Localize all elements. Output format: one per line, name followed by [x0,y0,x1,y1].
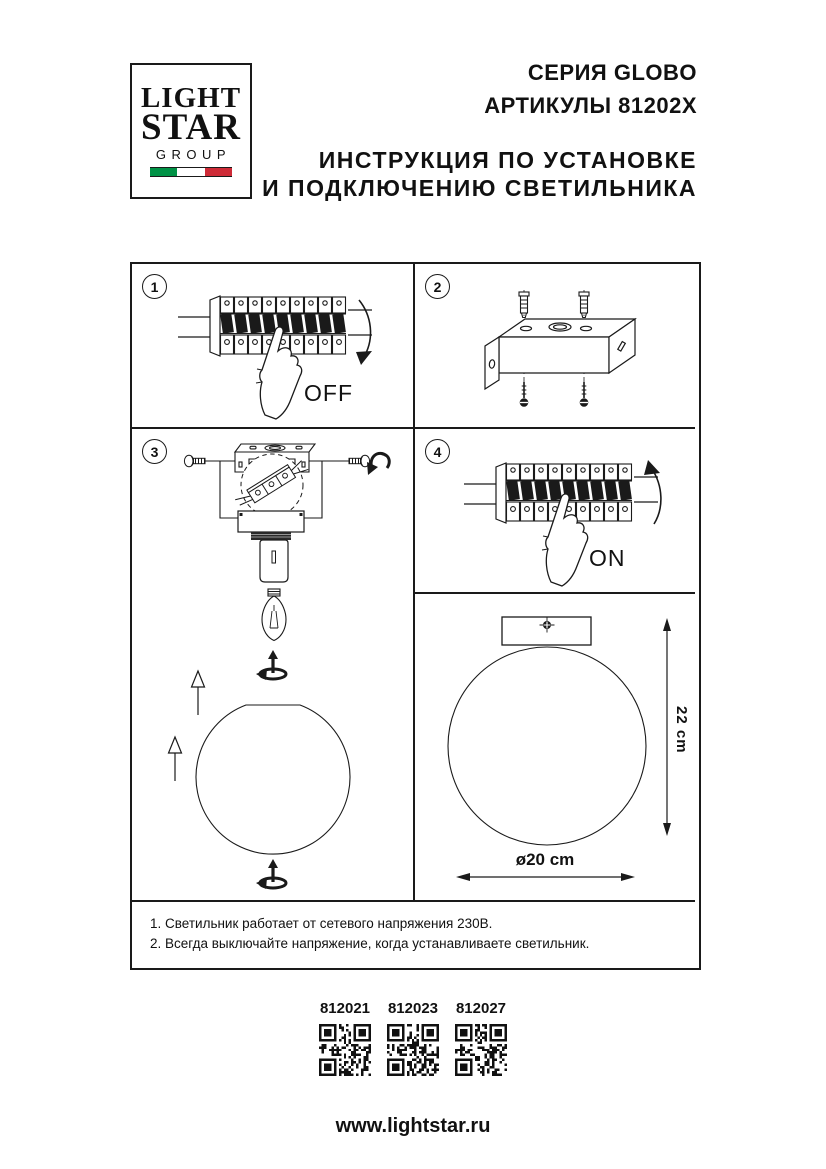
step-3-panel [132,429,415,900]
step-4-badge: 4 [425,439,450,464]
flag-red [205,168,232,176]
dimensions-panel [415,594,695,900]
up-arrow-icon [644,460,661,524]
series-title: СЕРИЯ GLOBO [527,60,697,85]
note-2: 2. Всегда выключайте напряжение, когда устанавливаете светильник. [150,936,590,951]
website-url: www.lightstar.ru [335,1115,491,1137]
notes-box [132,900,695,964]
qr-item [317,1000,373,1076]
bulb-icon [262,589,286,641]
article-number: 812021 [319,1000,371,1017]
on-label: ON [589,545,626,571]
rotate-arrow-icon [367,453,389,475]
breaker-on-illustration [415,429,695,592]
qr-item [453,1000,509,1076]
logo-word-light: LIGHT [140,82,242,114]
breaker-off-illustration [132,264,413,427]
globe-outline [448,647,646,845]
bracket [485,319,635,389]
logo-word-star: STAR [141,107,241,148]
qr-code [319,1024,371,1076]
step-1-badge: 1 [142,274,167,299]
canopy [238,511,304,532]
globe-shade [196,705,350,854]
step-3-badge: 3 [142,439,167,464]
instruction-grid [130,262,701,970]
instruction-title-line1: ИНСТРУКЦИЯ ПО УСТАНОВКЕ [318,147,697,173]
step-1-panel [132,264,415,429]
article-number: 812027 [455,1000,507,1017]
height-dimension-line [663,618,671,836]
step-2-panel [415,264,695,429]
diameter-dimension-line [456,873,635,881]
threaded-collar [251,532,291,540]
note-1: 1. Светильник работает от сетевого напряжения 230В. [150,916,493,931]
qr-code [387,1024,439,1076]
logo-word-group: GROUP [155,147,232,162]
assembly-illustration [132,429,413,900]
step-4-panel [415,429,695,594]
header [247,60,697,202]
flag-green [150,168,177,176]
articles-title: АРТИКУЛЫ 81202X [484,93,697,118]
article-number: 812023 [387,1000,439,1017]
height-dimension-label: 22 cm [673,706,690,754]
diameter-dimension-label: ø20 cm [515,850,575,869]
flag-white [177,168,204,176]
italian-flag-bar [150,167,232,177]
step-2-badge: 2 [425,274,450,299]
lightstar-logo [130,63,252,199]
qr-item [385,1000,441,1076]
lamp-socket [260,540,288,582]
instruction-title-line2: И ПОДКЛЮЧЕНИЮ СВЕТИЛЬНИКА [262,175,697,201]
off-label: OFF [304,380,353,406]
qr-code [455,1024,507,1076]
qr-section [0,1000,826,1076]
mounting-bracket-illustration [415,264,695,427]
